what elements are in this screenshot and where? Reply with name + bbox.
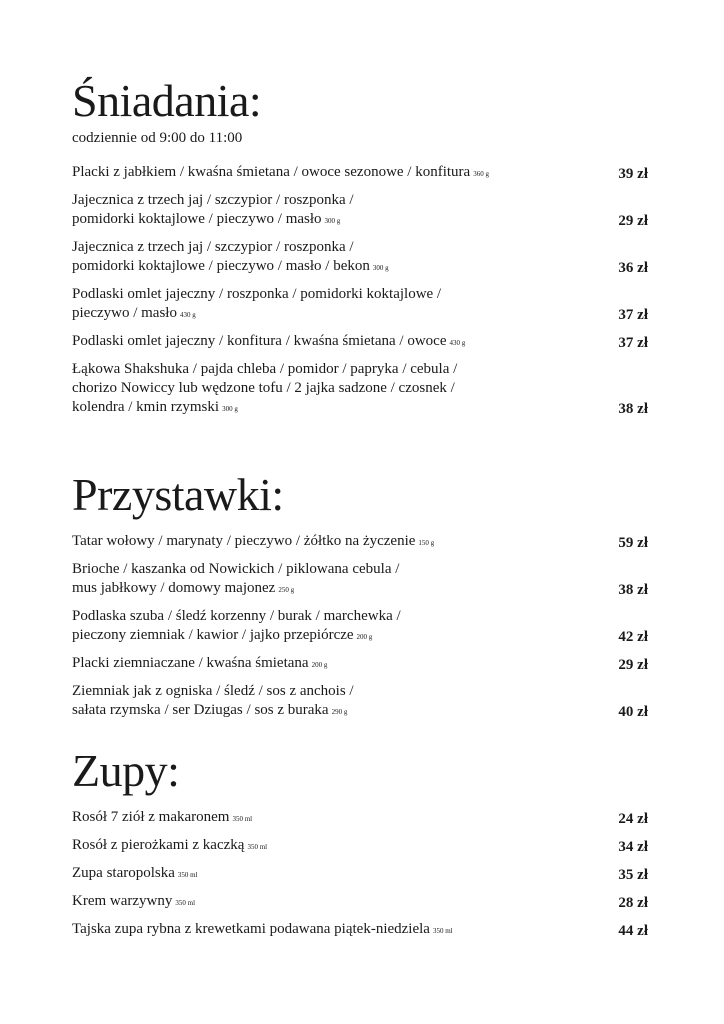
item-description [72, 836, 572, 857]
item-text: Podlaski omlet jajeczny / konfitura / kwaśna śmietana / owoce [72, 333, 447, 349]
item-price: 34 zł [618, 839, 648, 855]
item-description-line [72, 579, 572, 600]
section-subtitle: codziennie od 9:00 do 11:00 [72, 130, 243, 146]
item-text: Ziemniak jak z ogniska / śledź / sos z anchois / [72, 683, 354, 699]
item-price: 36 zł [618, 260, 648, 276]
menu-item [72, 607, 648, 647]
menu-list [72, 532, 648, 722]
item-description-line [72, 257, 572, 278]
menu-list [72, 163, 648, 419]
menu-item [72, 864, 648, 885]
item-description [72, 682, 572, 722]
item-text: Placki ziemniaczane / kwaśna śmietana [72, 655, 309, 671]
item-price: 40 zł [618, 704, 648, 720]
menu-list [72, 808, 648, 941]
item-description [72, 920, 572, 941]
item-weight: 250 g [278, 586, 295, 594]
item-description-line [72, 607, 572, 626]
menu-item [72, 892, 648, 913]
item-description-line [72, 864, 572, 885]
item-text: Tajska zupa rybna z krewetkami podawana piątek-niedziela [72, 921, 430, 937]
item-price: 38 zł [618, 401, 648, 417]
menu-item [72, 808, 648, 829]
item-description-line [72, 332, 572, 353]
item-description-line [72, 163, 572, 184]
menu-item [72, 920, 648, 941]
item-description [72, 191, 572, 231]
item-price: 28 zł [618, 895, 648, 911]
menu-item [72, 654, 648, 675]
item-text: Podlaska szuba / śledź korzenny / burak / marchewka / [72, 608, 401, 624]
item-description [72, 864, 572, 885]
item-weight: 300 g [372, 264, 389, 272]
menu-item [72, 191, 648, 231]
item-text: chorizo Nowiccy lub wędzone tofu / 2 jajka sadzone / czosnek / [72, 380, 455, 396]
item-weight: 350 ml [177, 871, 198, 879]
item-text: Jajecznica z trzech jaj / szczypior / roszponka / [72, 192, 354, 208]
section-title: Zupy: [72, 745, 180, 796]
item-description [72, 607, 572, 647]
item-description-line [72, 304, 572, 325]
item-text: pieczywo / masło [72, 305, 177, 321]
menu-item [72, 163, 648, 184]
item-text: Rosół 7 ziół z makaronem [72, 809, 230, 825]
item-price: 35 zł [618, 867, 648, 883]
item-description-line [72, 920, 572, 941]
item-text: sałata rzymska / ser Dziugas / sos z buraka [72, 702, 329, 718]
item-weight: 300 g [222, 405, 238, 413]
item-price: 42 zł [618, 629, 648, 645]
item-description-line [72, 379, 572, 398]
item-text: mus jabłkowy / domowy majonez [72, 580, 276, 596]
item-price: 44 zł [618, 923, 648, 939]
section-breakfast [72, 75, 648, 426]
item-price: 39 zł [618, 166, 648, 182]
item-text: Rosół z pierożkami z kaczką [72, 837, 245, 853]
item-description-line [72, 682, 572, 701]
menu-item [72, 332, 648, 353]
menu-item [72, 285, 648, 325]
item-description-line [72, 654, 572, 675]
item-weight: 350 ml [432, 927, 453, 935]
item-description [72, 332, 572, 353]
item-description [72, 285, 572, 325]
item-description-line [72, 238, 572, 257]
item-text: kolendra / kmin rzymski [72, 399, 220, 415]
item-weight: 350 ml [232, 815, 253, 823]
item-description [72, 163, 572, 184]
item-weight: 430 g [449, 339, 466, 347]
item-description [72, 532, 572, 553]
item-price: 24 zł [618, 811, 648, 827]
section-title: Śniadania: [72, 75, 262, 126]
item-description [72, 808, 572, 829]
item-text: Placki z jabłkiem / kwaśna śmietana / owoce sezonowe / konfitura [72, 164, 471, 180]
item-description-line [72, 560, 572, 579]
item-text: Tatar wołowy / marynaty / pieczywo / żółtko na życzenie [72, 533, 416, 549]
item-description [72, 892, 572, 913]
item-description [72, 238, 572, 278]
menu-item [72, 532, 648, 553]
item-description [72, 360, 572, 419]
menu-item [72, 360, 648, 419]
item-description-line [72, 836, 572, 857]
item-weight: 200 g [356, 633, 373, 641]
item-price: 37 zł [618, 335, 648, 351]
item-text: pomidorki koktajlowe / pieczywo / masło / bekon [72, 258, 370, 274]
item-description [72, 654, 572, 675]
item-weight: 350 ml [175, 899, 196, 907]
item-description-line [72, 808, 572, 829]
menu-item [72, 836, 648, 857]
item-description-line [72, 285, 572, 304]
item-text: Krem warzywny [72, 893, 173, 909]
item-description-line [72, 626, 572, 647]
menu-item [72, 560, 648, 600]
item-price: 59 zł [618, 535, 648, 551]
item-description-line [72, 210, 572, 231]
item-price: 37 zł [618, 307, 648, 323]
item-description [72, 560, 572, 600]
section-starters [72, 469, 648, 729]
item-text: Brioche / kaszanka od Nowickich / piklowana cebula / [72, 561, 400, 577]
item-weight: 430 g [179, 311, 196, 319]
item-description-line [72, 191, 572, 210]
item-description-line [72, 360, 572, 379]
item-weight: 350 ml [247, 843, 268, 851]
menu-item [72, 238, 648, 278]
item-weight: 150 g [418, 539, 435, 547]
item-description-line [72, 398, 572, 419]
item-weight: 290 g [331, 708, 348, 716]
item-description-line [72, 892, 572, 913]
menu-item [72, 682, 648, 722]
item-text: Podlaski omlet jajeczny / roszponka / pomidorki koktajlowe / [72, 286, 442, 302]
item-text: pomidorki koktajlowe / pieczywo / masło [72, 211, 322, 227]
section-soups [72, 745, 648, 948]
item-weight: 200 g [311, 661, 328, 669]
item-price: 29 zł [618, 213, 648, 229]
item-description-line [72, 532, 572, 553]
item-description-line [72, 701, 572, 722]
item-text: Zupa staropolska [72, 865, 175, 881]
item-text: Łąkowa Shakshuka / pajda chleba / pomidor / papryka / cebula / [72, 361, 458, 377]
section-title: Przystawki: [72, 469, 284, 520]
item-text: Jajecznica z trzech jaj / szczypior / roszponka / [72, 239, 354, 255]
item-price: 29 zł [618, 657, 648, 673]
item-weight: 360 g [473, 170, 489, 178]
item-price: 38 zł [618, 582, 648, 598]
item-weight: 300 g [324, 217, 341, 225]
item-text: pieczony ziemniak / kawior / jajko przepiórcze [72, 627, 354, 643]
